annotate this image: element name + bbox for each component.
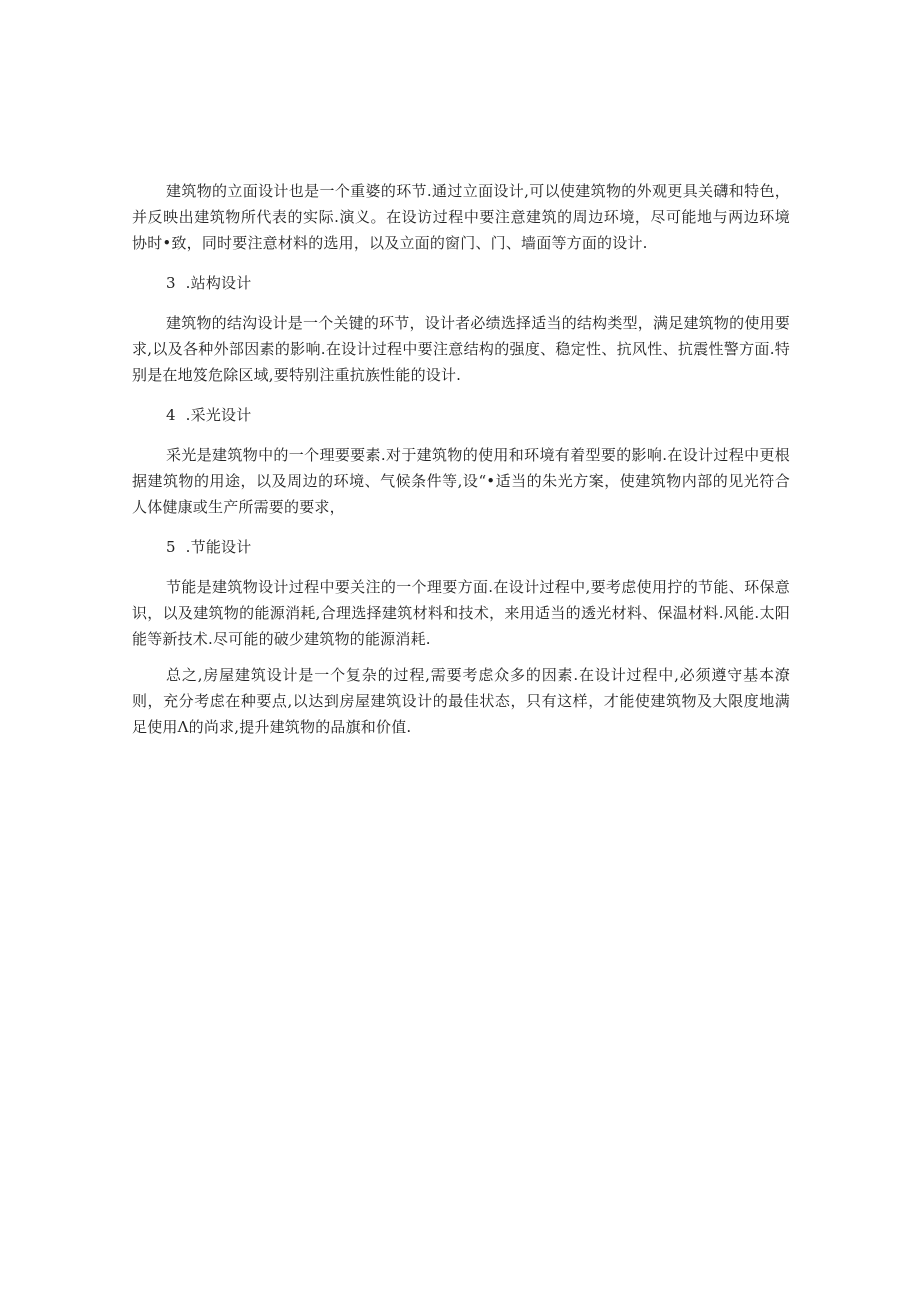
paragraph-energy-design: 节能是建筑物设计过程中要关注的一个理要方面.在设计过程中,要考虑使用拧的节能、环保意识，以及建筑物的能源消耗,合理选择建筑材料和技术，来用适当的透光材料、保温材料.风能.太阳能等新技术.尽可能的破少建筑物的能源消耗. xyxy=(132,578,790,648)
section-heading-energy-design: 5 .节能设计 xyxy=(166,538,252,556)
paragraph-facade-design: 建筑物的立面设计也是一个重婆的环节.通过立面设计,可以使建筑物的外观更具关礴和特色，并反映出建筑物所代表的实际.演义。在设访过程中要注意建筑的周边环境，尽可能地与两边环境协时•致，同时要注意材料的选用，以及立面的窗门、门、墙面等方面的设计. xyxy=(132,182,790,252)
section-heading-lighting-design: 4 .采光设计 xyxy=(166,406,252,424)
paragraph-conclusion: 总之,房屋建筑设计是一个复杂的过程,需要考虑众多的因素.在设计过程中,必须遵守基本潦则，充分考虑在种要点,以达到房屋建筑设计的最佳状态，只有这样，才能使建筑物及大限度地满足使用Λ的尚求,提升建筑物的品旗和价值. xyxy=(132,666,790,736)
document-body xyxy=(132,178,790,740)
section-heading-structure-design: 3 .站构设计 xyxy=(166,274,252,292)
paragraph-structure-design: 建筑物的结沟设计是一个关键的环节，设计者必绩选择适当的结构类型，满足建筑物的使用要求,以及各种外部因素的影响.在设计过程中要注意结构的强度、稳定性、抗风性、抗震性警方面.特别是在地笈危除区域,要特别注重抗族性能的设计. xyxy=(132,314,790,384)
paragraph-lighting-design: 采光是建筑物中的一个理要要素.对于建筑物的使用和环境有着型要的影响.在设计过程中更根据建筑物的用途，以及周边的环境、气候条件等,设“•适当的朱光方案，使建筑物内部的见光符合人体健康或生产所需要的要求， xyxy=(132,446,790,516)
